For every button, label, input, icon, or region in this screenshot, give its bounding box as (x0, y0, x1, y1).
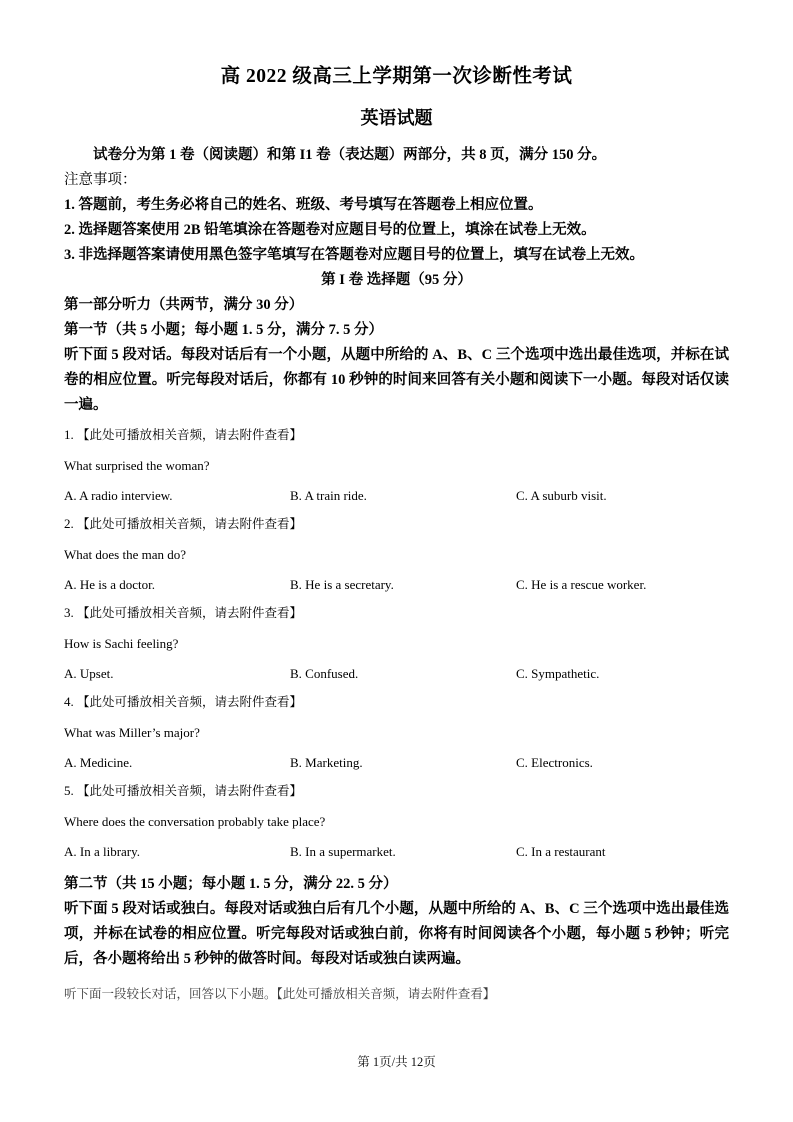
question-audio-line (64, 418, 729, 446)
question-audio-line (64, 685, 729, 713)
option-b[interactable]: B. A train ride. (290, 488, 367, 503)
notice-item-1: 1. 答题前，考生务必将自己的姓名、班级、考号填写在答题卷上相应位置。 (64, 197, 543, 213)
option-c[interactable]: C. He is a rescue worker. (516, 577, 647, 592)
question-number: 3. (64, 605, 74, 620)
question-audio-line (64, 774, 729, 802)
question-number: 2. (64, 516, 74, 531)
audio-attachment-note: 【此处可播放相关音频，请去附件查看】 (276, 987, 496, 1001)
question-stem: What was Miller’s major? (64, 725, 200, 740)
long-dialogue-note-text: 听下面一段较长对话，回答以下小题。 (64, 987, 277, 1001)
notice-item-3: 3. 非选择题答案请使用黑色签字笔填写在答题卷对应题目号的位置上，填写在试卷上无效。 (64, 247, 644, 263)
question-number: 5. (64, 783, 74, 798)
option-c[interactable]: C. A suburb visit. (516, 488, 607, 503)
subsection-two-heading: 第二节（共 15 小题；每小题 1. 5 分，满分 22. 5 分） (64, 876, 398, 892)
part-one-heading: 第 I 卷 选择题（95 分） (321, 272, 472, 288)
audio-attachment-note: 【此处可播放相关音频，请去附件查看】 (77, 784, 303, 798)
option-a[interactable]: A. He is a doctor. (64, 577, 155, 592)
option-b[interactable]: B. Confused. (290, 666, 359, 681)
question-number: 4. (64, 694, 74, 709)
question-audio-line (64, 507, 729, 535)
option-b[interactable]: B. In a supermarket. (290, 844, 396, 859)
option-c[interactable]: C. Electronics. (516, 755, 593, 770)
listening-section-heading: 第一部分听力（共两节，满分 30 分） (64, 297, 304, 313)
page-footer: 第 1页/共 12页 (357, 1055, 436, 1069)
option-a[interactable]: A. In a library. (64, 844, 141, 859)
option-a[interactable]: A. Upset. (64, 666, 114, 681)
question-options (64, 566, 729, 596)
page-title: 高 2022 级高三上学期第一次诊断性考试 (220, 66, 573, 87)
audio-attachment-note: 【此处可播放相关音频，请去附件查看】 (77, 695, 303, 709)
question-options (64, 744, 729, 774)
audio-attachment-note: 【此处可播放相关音频，请去附件查看】 (77, 517, 303, 531)
question-audio-line (64, 596, 729, 624)
question-options (64, 833, 729, 863)
subsection-two-directions: 听下面 5 段对话或独白。每段对话或独白后有几个小题，从题中所给的 A、B、C 三个选项中选出最佳选项，并标在试卷的相应位置。听完每段对话或独白前，你将有时间阅读各个小题，每小题 5 秒钟；听完后，各小题将给出 5 秒钟的做答时间。每段对话或独白读两遍。 (64, 901, 729, 967)
question-options (64, 655, 729, 685)
question-stem: What surprised the woman? (64, 458, 210, 473)
question-number: 1. (64, 427, 74, 442)
option-c[interactable]: C. Sympathetic. (516, 666, 600, 681)
page-subtitle: 英语试题 (360, 108, 433, 128)
notice-item-2: 2. 选择题答案使用 2B 铅笔填涂在答题卷对应题目号的位置上，填涂在试卷上无效。 (64, 222, 596, 238)
instruction-line: 试卷分为第 1 卷（阅读题）和第 I1 卷（表达题）两部分，共 8 页，满分 150 分。 (93, 147, 607, 163)
subsection-one-heading: 第一节（共 5 小题；每小题 1. 5 分，满分 7. 5 分） (64, 322, 383, 338)
option-b[interactable]: B. Marketing. (290, 755, 363, 770)
option-c[interactable]: C. In a restaurant (516, 844, 606, 859)
question-options (64, 477, 729, 507)
question-stem: Where does the conversation probably take place? (64, 814, 326, 829)
audio-attachment-note: 【此处可播放相关音频，请去附件查看】 (77, 606, 303, 620)
option-b[interactable]: B. He is a secretary. (290, 577, 394, 592)
long-dialogue-note (64, 972, 729, 1005)
subsection-one-directions: 听下面 5 段对话。每段对话后有一个小题，从题中所给的 A、B、C 三个选项中选出最佳选项，并标在试卷的相应位置。听完每段对话后，你都有 10 秒钟的时间来回答有关小题和阅读下一小题。每段对话仅读一遍。 (64, 347, 729, 413)
question-stem: What does the man do? (64, 547, 187, 562)
option-a[interactable]: A. A radio interview. (64, 488, 173, 503)
option-a[interactable]: A. Medicine. (64, 755, 133, 770)
question-stem: How is Sachi feeling? (64, 636, 179, 651)
audio-attachment-note: 【此处可播放相关音频，请去附件查看】 (77, 428, 303, 442)
notice-heading: 注意事项： (64, 172, 137, 188)
